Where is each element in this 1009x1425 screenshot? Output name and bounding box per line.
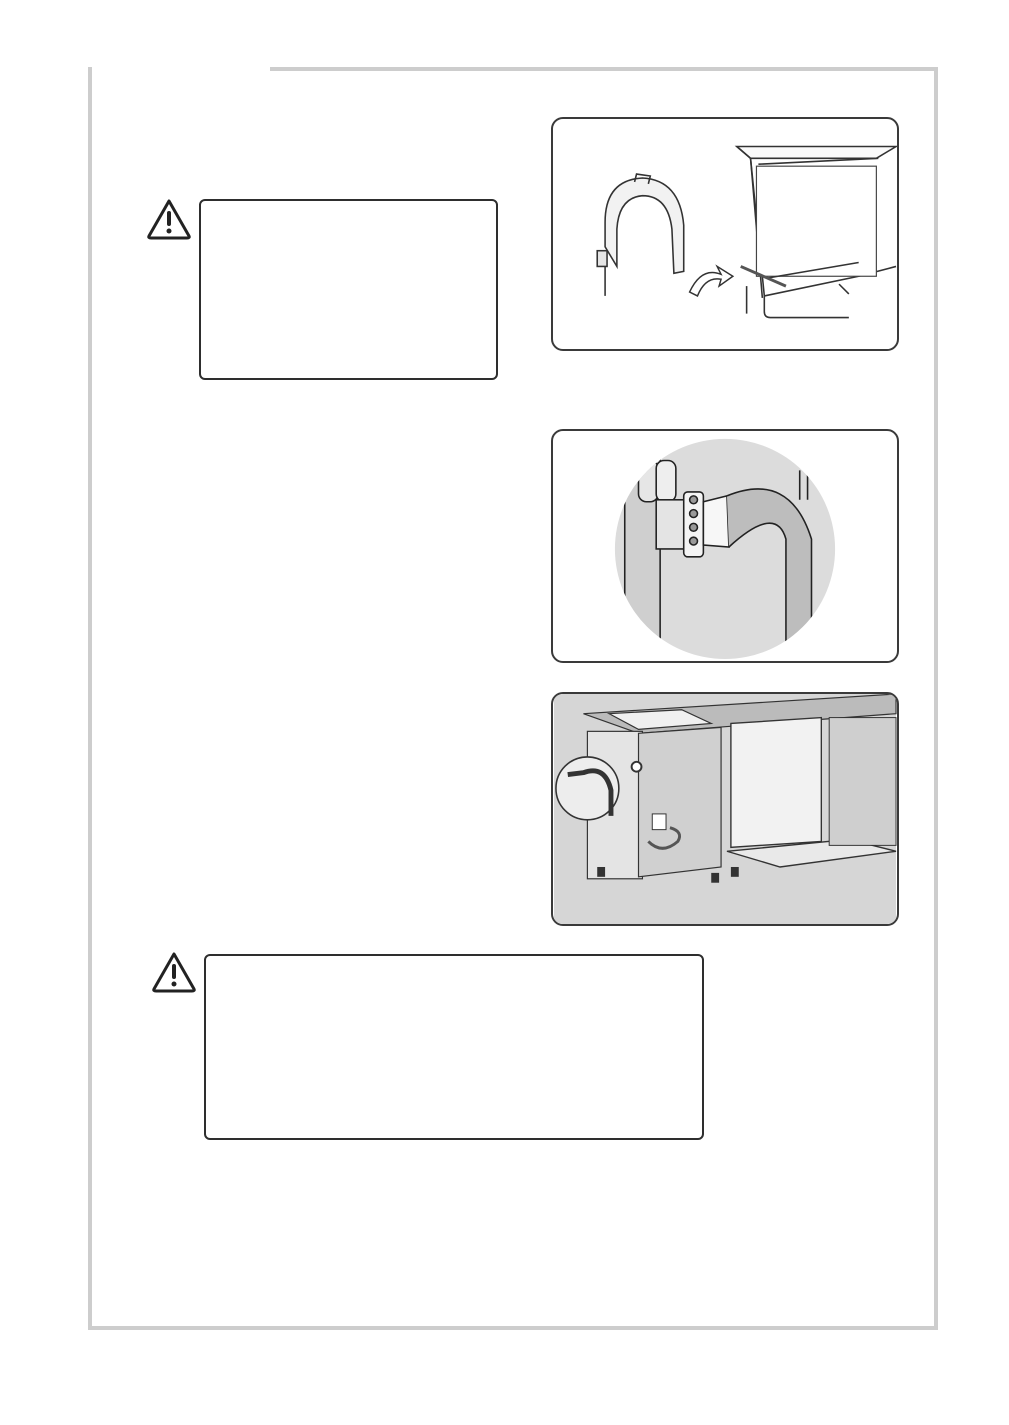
warning-icon [151,951,197,993]
curved-arrow-icon [690,266,733,295]
figure-under-sink-install [551,692,899,926]
warning-note-box [204,954,704,1140]
dishwasher-illustration [737,147,896,318]
dishwasher-cavity [731,718,821,848]
figure-hose-connection [551,429,899,663]
warning-note-box [199,199,498,380]
hose-bracket-illustration [597,174,683,296]
figure-drain-bracket [551,117,899,351]
warning-icon [146,198,192,240]
header-tab-gap [92,63,270,73]
